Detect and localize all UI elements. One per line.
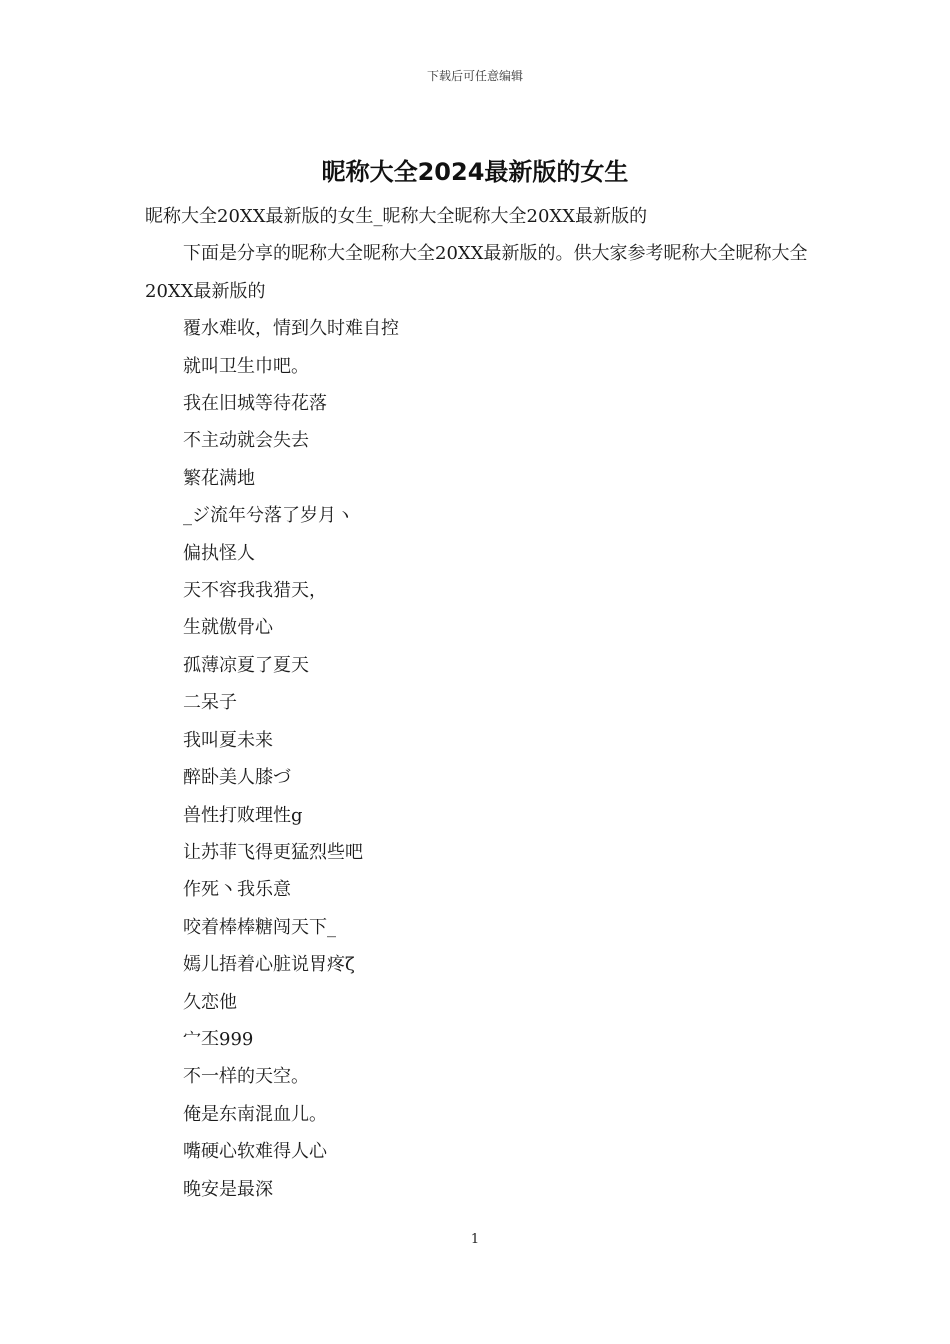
list-item: 宀丕999: [183, 1028, 254, 1050]
list-item: 就叫卫生巾吧。: [183, 355, 309, 377]
list-item: 生就傲骨心: [183, 617, 273, 639]
list-item: 俺是东南混血儿。: [183, 1103, 327, 1125]
nickname-list: [145, 310, 810, 1208]
list-item: 嫣儿捂着心脏说胃疼ζ: [183, 954, 355, 976]
list-item: 兽性打败理性g: [183, 804, 303, 826]
list-item: 二呆子: [183, 692, 237, 714]
list-item: 久恋他: [183, 991, 237, 1013]
list-item: 偏执怪人: [183, 542, 255, 564]
list-item: 我叫夏未来: [183, 729, 273, 751]
document-title: 昵称大全2024最新版的女生: [321, 158, 629, 186]
list-item: 让苏菲飞得更猛烈些吧: [183, 841, 363, 863]
list-item: 嘴硬心软难得人心: [183, 1141, 327, 1163]
list-item: 繁花满地: [183, 467, 255, 489]
list-item: 醉卧美人膝づ: [183, 767, 291, 789]
page-header: 下载后可任意编辑: [426, 69, 523, 83]
page-number: 1: [470, 1232, 480, 1247]
list-item: 不一样的天空。: [183, 1066, 309, 1088]
list-item: 天不容我我猎天，: [183, 580, 327, 602]
list-item: 孤薄凉夏了夏天: [183, 654, 309, 676]
list-item: 不主动就会失去: [183, 430, 309, 452]
list-item: 我在旧城等待花落: [183, 393, 327, 415]
list-item: _ジ流年兮落了岁月ヽ: [183, 505, 354, 527]
list-item: 咬着棒棒糖闯天下_: [183, 916, 336, 938]
list-item: 覆水难收，情到久时难自控: [183, 318, 399, 340]
intro-paragraph: 下面是分享的昵称大全昵称大全20XX最新版的。供大家参考昵称大全昵称大全20XX最新版的: [145, 243, 808, 302]
document-body: [145, 198, 810, 1208]
list-item: 作死丶我乐意: [183, 879, 291, 901]
list-item: 晚安是最深: [183, 1178, 273, 1200]
intro-line: 昵称大全20XX最新版的女生_昵称大全昵称大全20XX最新版的: [145, 206, 648, 227]
